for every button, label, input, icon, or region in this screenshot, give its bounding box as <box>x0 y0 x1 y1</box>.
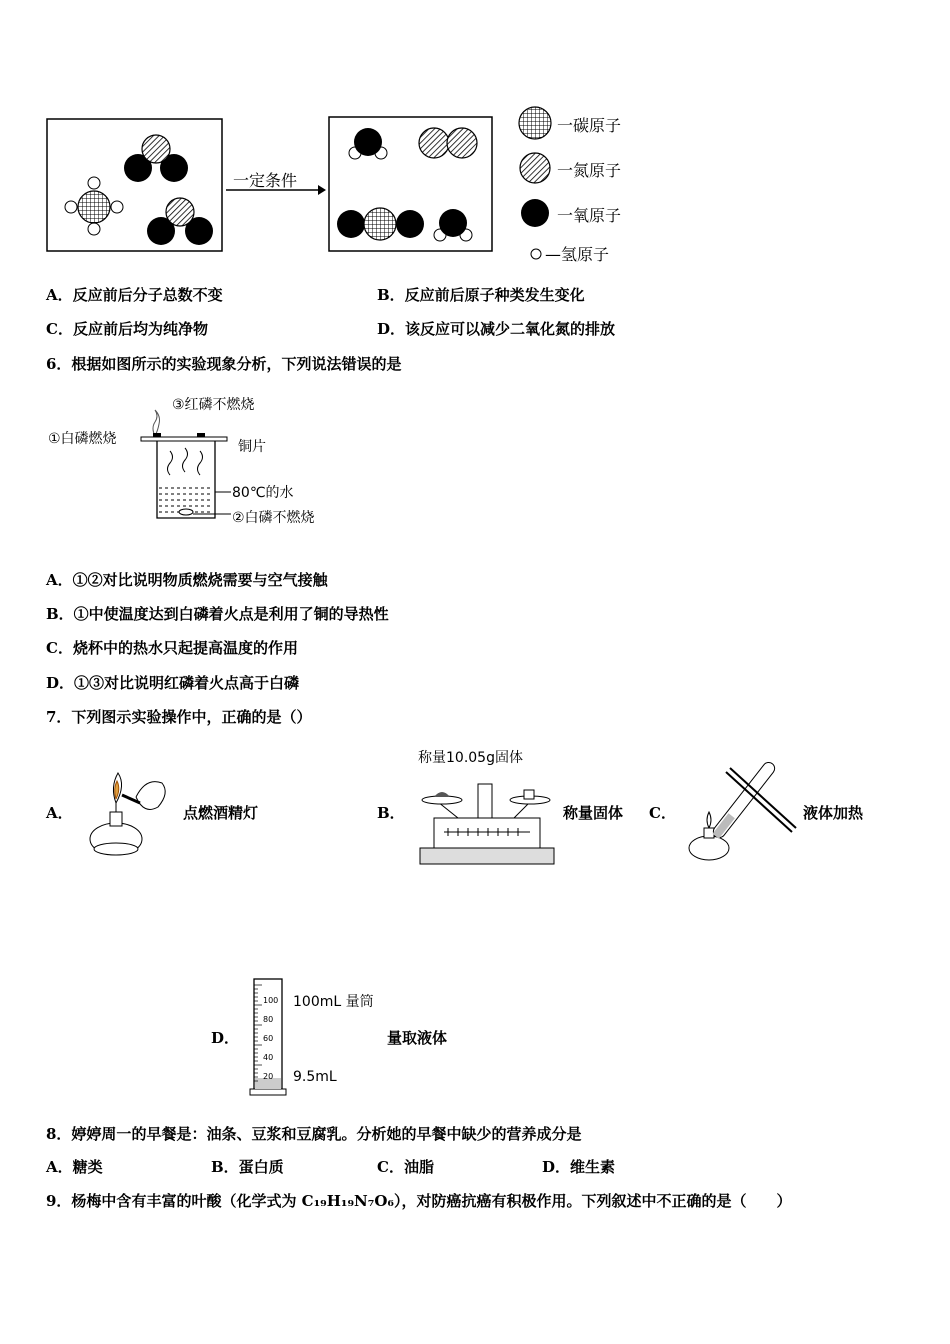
q8-option-d[interactable]: D．维生素 <box>542 1158 616 1176</box>
cylinder-tick-label: 100 <box>263 996 279 1005</box>
beaker-apparatus <box>135 396 235 526</box>
q8-option-c[interactable]: C．油脂 <box>377 1158 434 1176</box>
cylinder-tick-label: 20 <box>263 1072 274 1081</box>
cylinder-reading: 9.5mL <box>293 1069 337 1085</box>
q9-stem <box>46 1191 792 1211</box>
alcohol-lamp-lighting-figure <box>78 757 178 862</box>
label-red-phosphorus: ③红磷不燃烧 <box>172 397 255 413</box>
q7-option-c-letter[interactable]: C． <box>649 804 676 822</box>
carbon-atom-icon <box>519 107 551 139</box>
legend-carbon: 一碳原子 <box>557 116 622 135</box>
graduated-cylinder-figure <box>250 975 292 1097</box>
q7-option-a-caption: 点燃酒精灯 <box>183 804 259 822</box>
q6-option-d[interactable]: D．①③对比说明红磷着火点高于白磷 <box>46 674 300 692</box>
q7-option-b-letter[interactable]: B． <box>377 804 405 822</box>
label-copper: 铜片 <box>238 439 266 455</box>
legend-icons <box>515 105 555 265</box>
hydrogen-atom-icon <box>531 249 541 259</box>
q5-option-d[interactable]: D．该反应可以减少二氧化氮的排放 <box>377 320 616 338</box>
carbon-dioxide-molecule <box>337 208 424 240</box>
balance-figure <box>418 770 556 867</box>
nitrogen-atom-icon <box>520 153 550 183</box>
products-box <box>328 116 494 254</box>
label-white-phosphorus-burning: ①白磷燃烧 <box>48 431 117 447</box>
legend-oxygen: 一氧原子 <box>557 206 622 225</box>
label-white-phosphorus-water: ②白磷不燃烧 <box>232 510 315 526</box>
legend-hydrogen: —氢原子 <box>545 245 610 264</box>
q8-option-a[interactable]: A．糖类 <box>46 1158 103 1176</box>
legend-nitrogen: 一氮原子 <box>557 161 622 180</box>
q7-option-c-caption: 液体加热 <box>803 804 864 822</box>
q9-stem-pre: 9．杨梅中含有丰富的叶酸（化学式为 <box>46 1192 302 1210</box>
q6-option-a[interactable]: A．①②对比说明物质燃烧需要与空气接触 <box>46 571 328 589</box>
cylinder-tick-label: 60 <box>263 1034 274 1043</box>
q8-stem: 8．婷婷周一的早餐是：油条、豆浆和豆腐乳。分析她的早餐中缺少的营养成分是 <box>46 1125 582 1143</box>
test-tube-heating-figure <box>684 760 802 865</box>
q6-stem: 6．根据如图所示的实验现象分析，下列说法错误的是 <box>46 355 402 373</box>
q9-stem-post: ），对防癌抗癌有积极作用。下列叙述中不正确的是（ ） <box>393 1192 792 1210</box>
reaction-condition: 一定条件 <box>233 171 298 190</box>
q6-option-b[interactable]: B．①中使温度达到白磷着火点是利用了铜的导热性 <box>46 605 389 623</box>
oxygen-atom-icon <box>521 199 549 227</box>
q5-option-a[interactable]: A．反应前后分子总数不变 <box>46 286 223 304</box>
q5-option-b[interactable]: B．反应前后原子种类发生变化 <box>377 286 585 304</box>
cylinder-label: 100mL 量筒 <box>293 994 374 1010</box>
q7-option-d-caption: 量取液体 <box>387 1029 448 1047</box>
balance-label: 称量10.05g固体 <box>418 750 523 766</box>
q7-stem: 7．下列图示实验操作中，正确的是（） <box>46 708 312 726</box>
q5-option-c[interactable]: C．反应前后均为纯净物 <box>46 320 208 338</box>
q7-option-b-caption: 称量固体 <box>563 804 624 822</box>
label-water: 80℃的水 <box>232 485 294 501</box>
cylinder-tick-label: 80 <box>263 1015 274 1024</box>
cylinder-tick-label: 40 <box>263 1053 274 1062</box>
q7-option-a-letter[interactable]: A． <box>46 804 73 822</box>
reactants-box <box>46 118 224 252</box>
q8-option-b[interactable]: B．蛋白质 <box>211 1158 284 1176</box>
q7-option-d-letter[interactable]: D． <box>211 1029 240 1047</box>
q6-option-c[interactable]: C．烧杯中的热水只起提高温度的作用 <box>46 639 298 657</box>
q9-formula: C₁₉H₁₉N₇O₆ <box>301 1192 394 1210</box>
